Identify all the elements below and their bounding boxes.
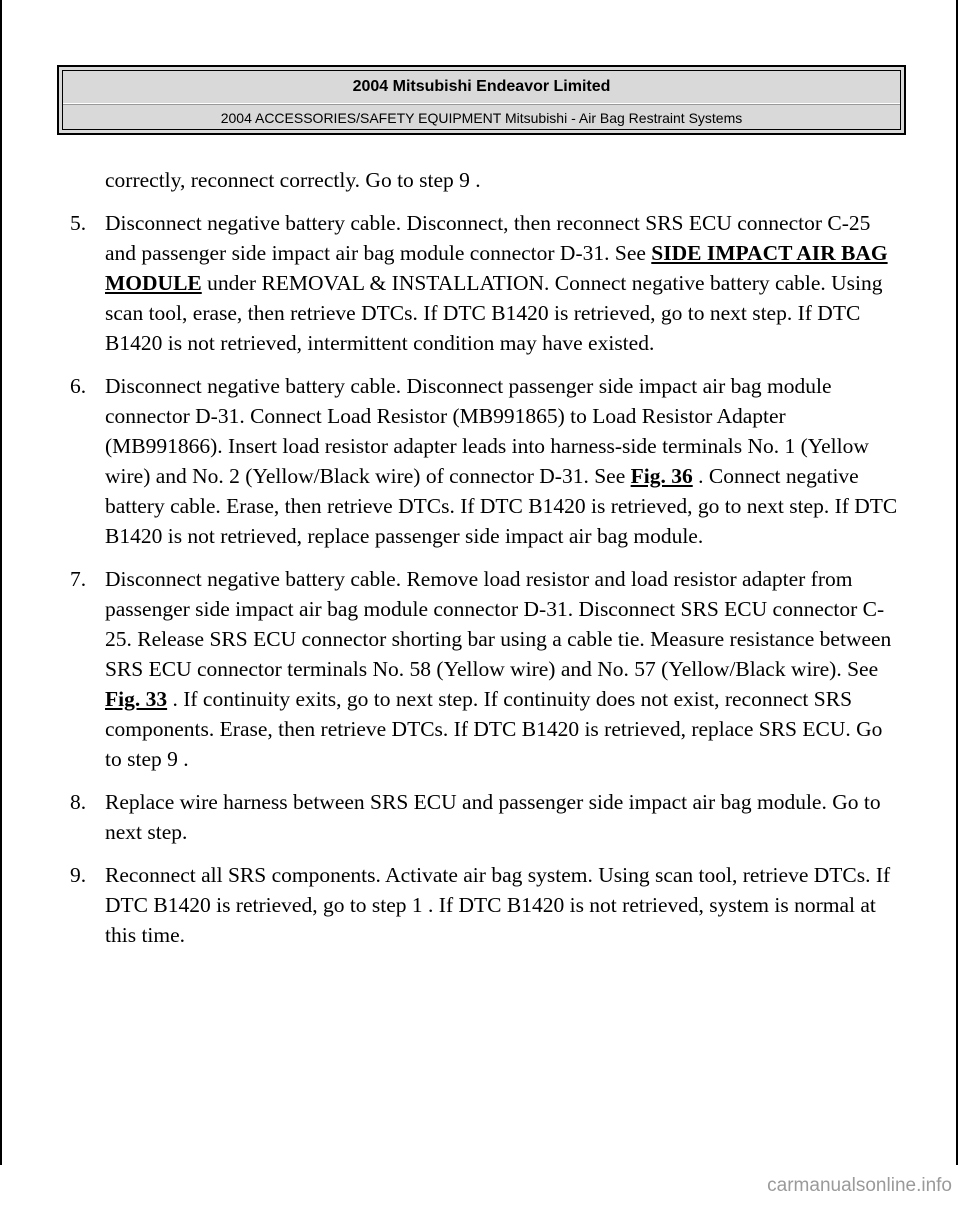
step-number: 8. [70,790,87,814]
step-text-part: Disconnect negative battery cable. Disconnect passenger side impact air bag module connector D-31. Connect Load Resistor (MB991865) to Load Resistor Adapter (MB991866). Insert load resistor adapter leads into harness-side terminals No. 1 (Yellow wire) and No. 2 (Yellow/Black wire) of connector D-31. See [105,374,869,488]
step-text: Replace wire harness between SRS ECU and passenger side impact air bag module. Go to next step. [105,790,881,844]
step-text-part: . If continuity exits, go to next step. If continuity does not exist, reconnect SRS components. Erase, then retrieve DTCs. If DTC B1420 is retrieved, replace SRS ECU. Go to step 9 . [105,687,883,771]
header-subtitle: 2004 ACCESSORIES/SAFETY EQUIPMENT Mitsubishi - Air Bag Restraint Systems [63,104,900,131]
step-text: Reconnect all SRS components. Activate air bag system. Using scan tool, retrieve DTCs. If DTC B1420 is retrieved, go to step 1 . If DTC B1420 is not retrieved, system is normal at this time. [105,863,891,947]
document-header [57,65,906,135]
step-number: 5. [70,211,87,235]
step-number: 6. [70,374,87,398]
step-text-part: Disconnect negative battery cable. Remove load resistor and load resistor adapter from passenger side impact air bag module connector D-31. Disconnect SRS ECU connector C-25. Release SRS ECU connector shorting bar using a cable tie. Measure resistance between SRS ECU connector terminals No. 58 (Yellow wire) and No. 57 (Yellow/Black wire). See [105,567,892,681]
step-7 [70,564,900,774]
step-text-part: Disconnect negative battery cable. Disconnect, then reconnect SRS ECU connector C-25 and passenger side impact air bag module connector D-31. See [105,211,871,265]
continued-text: correctly, reconnect correctly. Go to step 9 . [105,168,481,192]
header-title: 2004 Mitsubishi Endeavor Limited [63,71,900,104]
step-number: 7. [70,567,87,591]
watermark: carmanualsonline.info [767,1175,952,1196]
header-inner [62,70,901,130]
step-number: 9. [70,863,87,887]
fig-33-link[interactable]: Fig. 33 [105,687,168,711]
step-text [105,208,900,358]
step-text-part: . Connect negative battery cable. Erase, then retrieve DTCs. If DTC B1420 is retrieved, go to next step. If DTC B1420 is not retrieved, replace passenger side impact air bag module. [105,464,898,548]
fig-36-link[interactable]: Fig. 36 [630,464,693,488]
step-5 [70,208,900,358]
procedure-content [70,165,900,963]
side-impact-air-bag-module-link[interactable]: SIDE IMPACT AIR BAG MODULE [105,241,888,295]
step-text [105,371,900,551]
step-6 [70,371,900,551]
step-8 [70,787,900,847]
step-text-part: under REMOVAL & INSTALLATION. Connect negative battery cable. Using scan tool, erase, then retrieve DTCs. If DTC B1420 is retrieved, go to next step. If DTC B1420 is not retrieved, intermittent condition may have existed. [105,271,883,355]
step-9 [70,860,900,950]
step-text [105,564,900,774]
